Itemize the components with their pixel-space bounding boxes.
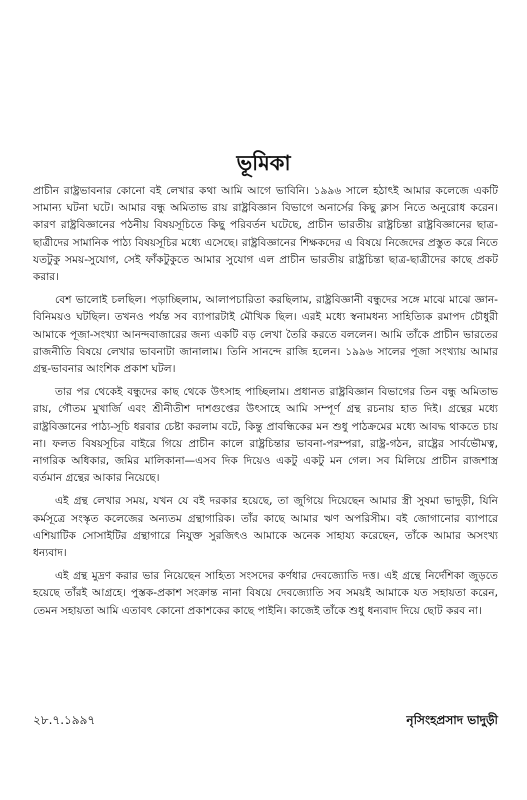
preface-body (33, 183, 498, 626)
signature-block (33, 712, 498, 734)
page-title: ভূমিকা (236, 151, 291, 175)
paragraph-2: বেশ ভালোই চলছিল। পড়াচ্ছিলাম, আলাপচারিতা করছিলাম, রাষ্ট্রবিজ্ঞানী বন্ধুদের সঙ্গে মাঝে মাঝে জ্ঞান-বিনিময়ও ঘটছিল। তখনও পর্যন্ত সব ব্যাপারটাই মৌখিক ছিল। এরই মধ্যে স্বনামধন্য সাহিত্যিক রমাপদ চৌধুরী আমাকে পূজা-সংখ্যা আনন্দবাজারের জন্য একটি বড় লেখা তৈরি করতে বললেন। আমি তাঁকে প্রাচীন ভারতের রাজনীতি বিষয়ে লেখার ভাবনাটা জানালাম। তিনি সানন্দে রাজি হলেন। ১৯৯৬ সালের পূজা সংখ্যায় আমার গ্রন্থ-ভাবনার আংশিক প্রকাশ ঘটল। (33, 294, 498, 376)
paragraph-4: এই গ্রন্থ লেখার সময়, যখন যে বই দরকার হয়েছে, তা জুগিয়ে দিয়েছেন আমার স্ত্রী সুষমা ভাদুড়ী, যিনি কর্মসূত্রে সংস্কৃত কলেজের অন্যতম গ্রন্থাগারিক। তাঁর কাছে আমার ঋণ অপরিসীম। বই জোগানোর ব্যাপারে এশিয়াটিক সোসাইটির গ্রন্থাগারে নিযুক্ত সুরজিৎও আমাকে অনেক সাহায্য করেছেন, তাঁকে আমার অসংখ্য ধন্যবাদ। (33, 495, 498, 560)
paragraph-3: তার পর থেকেই বন্ধুদের কাছ থেকে উৎসাহ পাচ্ছিলাম। প্রধানত রাষ্ট্রবিজ্ঞান বিভাগের তিন বন্ধু অমিতাভ রায়, গৌতম মুখার্জি এবং শ্রীনীতীশ দাশগুপ্তের উৎসাহে আমি সম্পূর্ণ গ্রন্থ রচনায় হাত দিই। গ্রন্থের মধ্যে রাষ্ট্রবিজ্ঞানের পাঠ্য-সূচি ধরবার চেষ্টা করলাম বটে, কিন্তু প্রাবন্ধিকের মন শুধু পাঠক্রমের মধ্যে আবদ্ধ থাকতে চায় না। ফলত বিষয়সূচির বাইরে গিয়ে প্রাচীন কালে রাষ্ট্রচিন্তার ভাবনা-পরম্পরা, রাষ্ট্র-গঠন, রাষ্ট্রের সার্বভৌমত্ব, নাগরিক অধিকার, জমির মালিকানা—এসব দিক দিয়েও একটু একটু মন গেল। সব মিলিয়ে প্রাচীন রাজশাস্ত্র বর্তমান গ্রন্থের আকার নিয়েছে। (33, 386, 498, 485)
date-text: ২৮.৭.১৯৯৭ (33, 713, 96, 727)
paragraph-1: প্রাচীন রাষ্ট্রভাবনার কোনো বই লেখার কথা আমি আগে ভাবিনি। ১৯৯৬ সালে হঠাৎই আমার কলেজে একটি সামান্য ঘটনা ঘটে। আমার বন্ধু অমিতাভ রায় রাষ্ট্রবিজ্ঞান বিভাগে অনার্সের কিছু ক্লাস নিতে অনুরোধ করেন। কারণ রাষ্ট্রবিজ্ঞানের পঠনীয় বিষয়সূচিতে কিছু পরিবর্তন ঘটেছে, প্রাচীন ভারতীয় রাষ্ট্রচিন্তা রাষ্ট্রবিজ্ঞানের ছাত্র-ছাত্রীদের সামানিক পাঠ্য বিষয়সূচির মধ্যে এসেছে। রাষ্ট্রবিজ্ঞানের শিক্ষকদের এ বিষয়ে নিজেদের প্রস্তুত করে নিতে যতটুকু সময়-সুযোগ, সেই ফাঁকটুকুতে আমার সুযোগ এল প্রাচীন ভারতীয় রাষ্ট্রচিন্তা ছাত্র-ছাত্রীদের কাছে প্রকট করার। (33, 185, 498, 284)
author-name: নৃসিংহপ্রসাদ ভাদুড়ী (406, 713, 498, 727)
paragraph-5: এই গ্রন্থ মুদ্রণ করার ভার নিয়েছেন সাহিত্য সংসদের কর্ণধার দেবজ্যোতি দত্ত। এই গ্রন্থে নির্দেশিকা জুড়তে হয়েছে তাঁরই আগ্রহে। পুস্তক-প্রকাশ সংক্রান্ত নানা বিষয়ে দেবজ্যোতি সব সময়ই আমাকে যত সহায়তা করেন, তেমন সহায়তা আমি এতাবৎ কোনো প্রকাশকের কাছে পাইনি। কাজেই তাঁকে শুধু ধন্যবাদ দিয়ে ছোট করব না। (33, 570, 498, 617)
